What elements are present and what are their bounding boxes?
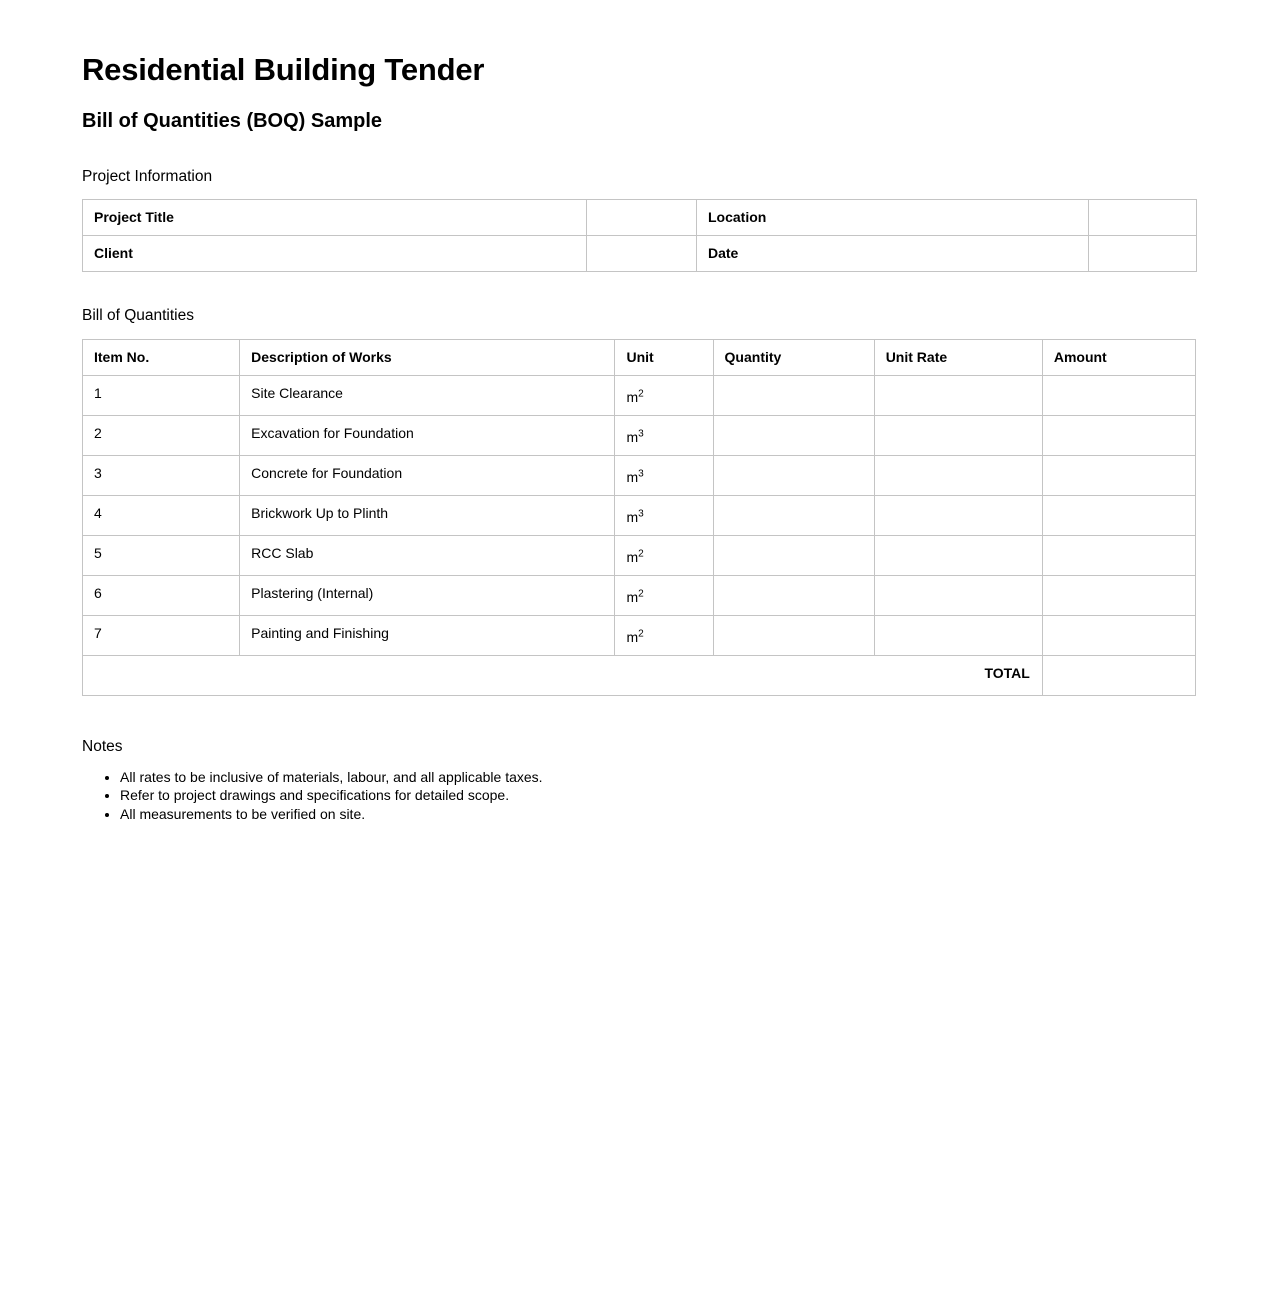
cell-description: Concrete for Foundation [240,455,615,495]
cell-quantity[interactable] [713,415,874,455]
cell-item-no: 2 [83,415,240,455]
column-header-quantity: Quantity [713,339,874,375]
unit-exponent: 2 [638,388,644,400]
cell-unit [615,495,713,535]
boq-header-row [83,339,1196,375]
cell-amount[interactable] [1042,415,1195,455]
cell-description: Plastering (Internal) [240,575,615,615]
unit-exponent: 3 [638,428,644,440]
location-value[interactable] [1089,200,1197,236]
cell-quantity[interactable] [713,455,874,495]
cell-unit [615,535,713,575]
table-row [83,236,1197,272]
list-item: • All rates to be inclusive of materials, labour, and all applicable taxes. [120,768,1196,786]
column-header-description: Description of Works [240,339,615,375]
cell-amount[interactable] [1042,615,1195,655]
unit-exponent: 2 [638,628,644,640]
unit-base: m [626,388,639,405]
cell-unit-rate[interactable] [874,415,1042,455]
client-value[interactable] [587,236,697,272]
table-row [83,575,1196,615]
cell-item-no: 5 [83,535,240,575]
table-row [83,415,1196,455]
boq-total-row [83,655,1196,695]
project-information-table [82,199,1197,272]
cell-amount[interactable] [1042,535,1195,575]
page-title: Residential Building Tender [82,52,485,87]
cell-amount[interactable] [1042,495,1195,535]
project-information-heading: Project Information [82,167,213,185]
notes-heading: Notes [82,737,123,755]
cell-unit [615,575,713,615]
project-title-label: Project Title [83,200,587,236]
cell-description: Painting and Finishing [240,615,615,655]
cell-item-no: 7 [83,615,240,655]
cell-item-no: 3 [83,455,240,495]
cell-amount[interactable] [1042,375,1195,415]
client-label: Client [83,236,587,272]
cell-item-no: 4 [83,495,240,535]
cell-quantity[interactable] [713,535,874,575]
total-label: TOTAL [83,655,1043,695]
date-label: Date [697,236,1089,272]
page-subtitle: Bill of Quantities (BOQ) Sample [82,109,383,132]
table-row [83,455,1196,495]
cell-amount[interactable] [1042,455,1195,495]
date-value[interactable] [1089,236,1197,272]
list-item: • Refer to project drawings and specifications for detailed scope. [120,786,1196,804]
location-label: Location [697,200,1089,236]
cell-item-no: 1 [83,375,240,415]
cell-quantity[interactable] [713,495,874,535]
column-header-item-no: Item No. [83,339,240,375]
unit-exponent: 3 [638,468,644,480]
unit-base: m [626,468,639,485]
table-row [83,615,1196,655]
cell-unit-rate[interactable] [874,495,1042,535]
unit-base: m [626,588,639,605]
cell-unit-rate[interactable] [874,575,1042,615]
unit-base: m [626,428,639,445]
unit-exponent: 2 [638,548,644,560]
cell-description: Site Clearance [240,375,615,415]
column-header-unit-rate: Unit Rate [874,339,1042,375]
total-value[interactable] [1042,655,1195,695]
unit-base: m [626,628,639,645]
unit-base: m [626,508,639,525]
table-row [83,375,1196,415]
cell-quantity[interactable] [713,375,874,415]
cell-unit-rate[interactable] [874,455,1042,495]
cell-unit-rate[interactable] [874,615,1042,655]
bill-of-quantities-table [82,339,1196,696]
table-row [83,535,1196,575]
unit-exponent: 2 [638,588,644,600]
list-item: • All measurements to be verified on site. [120,805,1196,823]
cell-quantity[interactable] [713,615,874,655]
cell-unit [615,615,713,655]
cell-amount[interactable] [1042,575,1195,615]
cell-quantity[interactable] [713,575,874,615]
cell-description: Excavation for Foundation [240,415,615,455]
project-title-value[interactable] [587,200,697,236]
cell-unit [615,415,713,455]
column-header-amount: Amount [1042,339,1195,375]
unit-base: m [626,548,639,565]
cell-unit [615,375,713,415]
cell-unit [615,455,713,495]
cell-unit-rate[interactable] [874,535,1042,575]
cell-description: RCC Slab [240,535,615,575]
notes-list [82,768,1196,823]
cell-description: Brickwork Up to Plinth [240,495,615,535]
bill-of-quantities-heading: Bill of Quantities [82,307,194,325]
cell-item-no: 6 [83,575,240,615]
cell-unit-rate[interactable] [874,375,1042,415]
unit-exponent: 3 [638,508,644,520]
column-header-unit: Unit [615,339,713,375]
table-row [83,495,1196,535]
table-row [83,200,1197,236]
